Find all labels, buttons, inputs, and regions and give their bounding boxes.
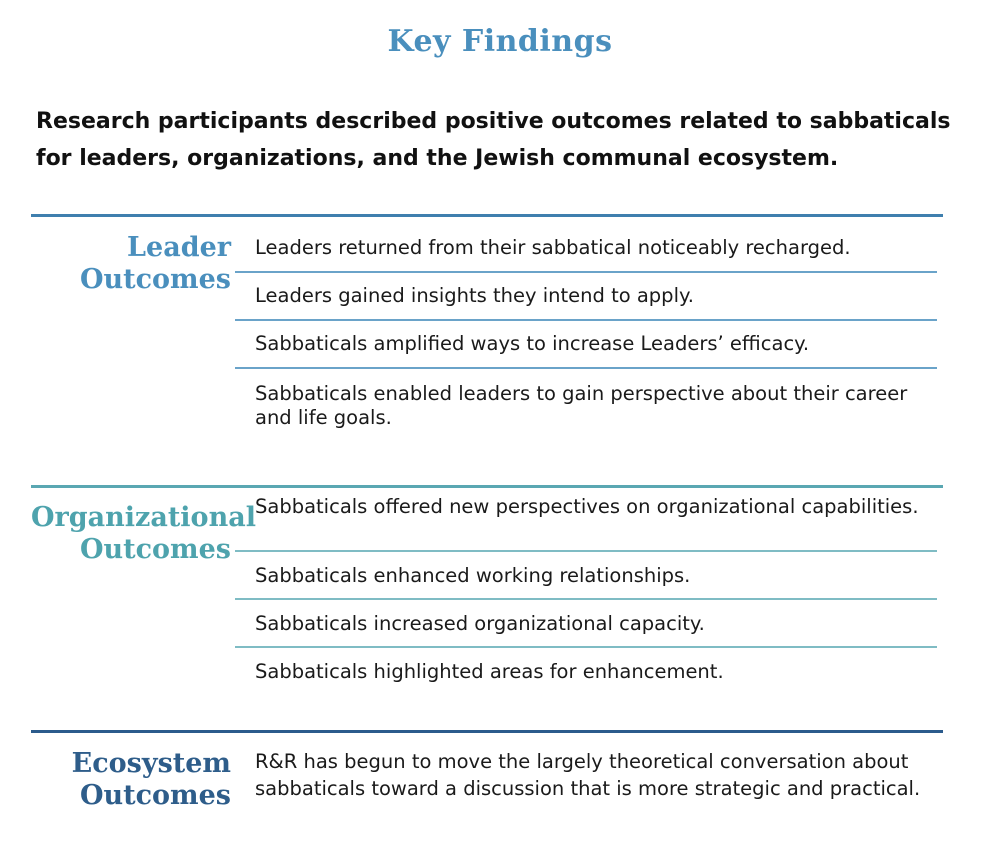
leader-item-divider-3: [235, 367, 937, 369]
org-item-divider-2: [235, 598, 937, 600]
leader-section-rule: [31, 214, 943, 217]
intro-paragraph: Research participants described positive outcomes related to sabbaticals for leaders, organizations, and the Jewish communal ecosystem.: [36, 109, 951, 171]
leader-item-divider-1: [235, 271, 937, 273]
org-item-divider-1: [235, 550, 937, 552]
leader-item-divider-2: [235, 319, 937, 321]
org-label-line1: Organizational: [31, 502, 256, 533]
leader-item-4-text: Sabbaticals enabled leaders to gain perspective about their career and life goals.: [255, 382, 908, 429]
org-item-3-text: Sabbaticals increased organizational capacity.: [255, 612, 705, 635]
eco-section-rule: [31, 730, 943, 733]
leader-label-line2: Outcomes: [79, 264, 231, 295]
leader-item-3-text: Sabbaticals amplified ways to increase Leaders’ efficacy.: [255, 332, 810, 355]
leader-item-1-text: Leaders returned from their sabbatical noticeably recharged.: [255, 236, 851, 259]
leader-outcomes-section: [31, 214, 943, 454]
organizational-outcomes-section: [31, 485, 943, 700]
org-label-line2: Outcomes: [79, 534, 231, 565]
org-item-4-text: Sabbaticals highlighted areas for enhancement.: [255, 660, 724, 683]
eco-item-1-text: R&R has begun to move the largely theoretical conversation about sabbaticals toward a discussion that is more strategic and practical.: [255, 750, 921, 800]
org-item-1-text: Sabbaticals offered new perspectives on organizational capabilities.: [255, 495, 919, 518]
eco-label-line1: Ecosystem: [71, 748, 231, 779]
org-section-rule: [31, 485, 943, 488]
ecosystem-outcomes-section: [31, 730, 943, 855]
ecosystem-outcomes-label: [31, 748, 231, 812]
organizational-outcomes-label: [31, 502, 256, 566]
leader-label-line1: Leader: [127, 232, 231, 263]
org-item-2-text: Sabbaticals enhanced working relationships.: [255, 564, 691, 587]
leader-item-2-text: Leaders gained insights they intend to apply.: [255, 284, 694, 307]
leader-outcomes-label: [31, 232, 231, 296]
org-item-divider-3: [235, 646, 937, 648]
page-title: Key Findings: [387, 24, 613, 59]
eco-label-line2: Outcomes: [79, 780, 231, 811]
